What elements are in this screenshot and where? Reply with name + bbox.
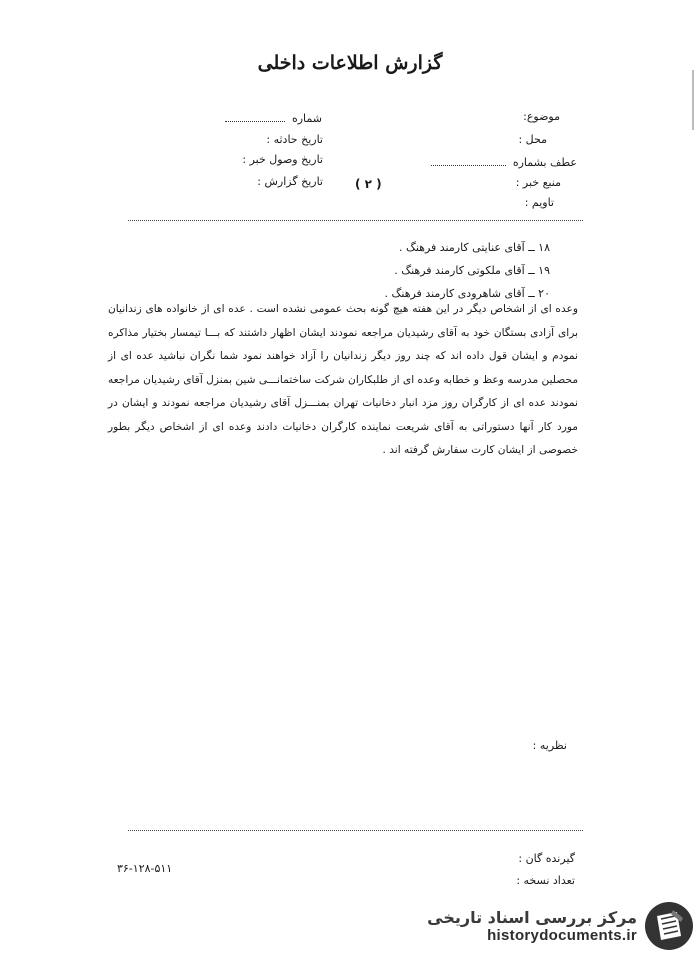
list-item: ۱۹ ــ آقای ملکوتی کارمند فرهنگ . [394, 264, 550, 277]
document-number: ۳۶-۱۲۸-۵۱۱ [117, 862, 173, 875]
watermark-title: مرکز بررسی اسناد تاریخی [427, 908, 637, 927]
location-field [518, 133, 547, 146]
news-source-field [516, 176, 561, 189]
received-date-field [242, 153, 323, 166]
reference-number-field [431, 155, 577, 169]
number-dots [225, 111, 285, 122]
watermark-text [427, 908, 637, 944]
news-source-label: منبع خبر : [515, 176, 561, 189]
copies-label: تعداد نسخه : [516, 874, 575, 887]
received-date-label: تاریخ وصول خبر : [242, 153, 323, 166]
copies-field [516, 874, 575, 887]
header-divider [128, 220, 583, 221]
numbered-items [110, 236, 550, 305]
watermark [410, 893, 695, 959]
number-label: شماره [291, 112, 322, 125]
reference-number-label: عطف بشماره [512, 156, 577, 169]
page-number: ( ۲ ) [355, 177, 382, 191]
collector-field [518, 852, 575, 865]
assessment-label: تاویم : [524, 196, 554, 209]
location-label: محل : [518, 133, 547, 146]
report-date-label: تاریخ گزارش : [257, 175, 323, 188]
number-field [225, 111, 322, 125]
footer-divider [128, 830, 583, 831]
subject-field [523, 110, 560, 123]
opinion-field [533, 739, 567, 752]
opinion-label: نظریه : [532, 739, 567, 752]
incident-date-label: تاریخ حادثه : [266, 133, 323, 146]
watermark-url: historydocuments.ir [487, 927, 637, 944]
document-title: گزارش اطلاعات داخلی [257, 52, 443, 74]
report-date-field [257, 175, 323, 188]
list-item: ۱۸ ــ آقای عنایتی کارمند فرهنگ . [399, 241, 550, 254]
subject-label: موضوع: [523, 110, 560, 123]
report-body: وعده ای از اشخاص دیگر در این هفته هیچ گونه بحث عمومی نشده است . عده ای از خانواده های زندانیان برای آزادی بستگان خود به آقای رشیدیان مراجعه نمودند ایشان اظهار داشتند که بـــا تیمسار بختیار مذاکره نمودم و ایشان قول داده اند که چند روز دیگر زندانیان را آزاد خواهند نمود شما نگران نباشید عده ای از محصلین مدرسه وعظ و خطابه وعده ای از طلبکاران شرکت ساختمانـــی شین بمنزل آقای رشیدیان مراجعه نمودند عده ای از کارگران روز مزد انبار دخانیات تهران بمنـــزل آقای رشیدیان مراجعه نمودند و ایشان در مورد کار آنها دستوراتی به آقای شریعت نماینده کارگران دخانیات دادند وعده ای از اشخاص دیگر بطور خصوصی از ایشان کارت سفارش گرفته اند . [108, 303, 578, 456]
collector-label: گیرنده گان : [518, 852, 575, 865]
reference-number-dots [431, 155, 506, 166]
archive-logo-icon [643, 900, 695, 952]
assessment-field [525, 196, 554, 209]
list-item: ۲۰ ــ آقای شاهرودی کارمند فرهنگ . [384, 287, 550, 300]
scan-edge-mark [692, 70, 694, 130]
incident-date-field [266, 133, 323, 146]
